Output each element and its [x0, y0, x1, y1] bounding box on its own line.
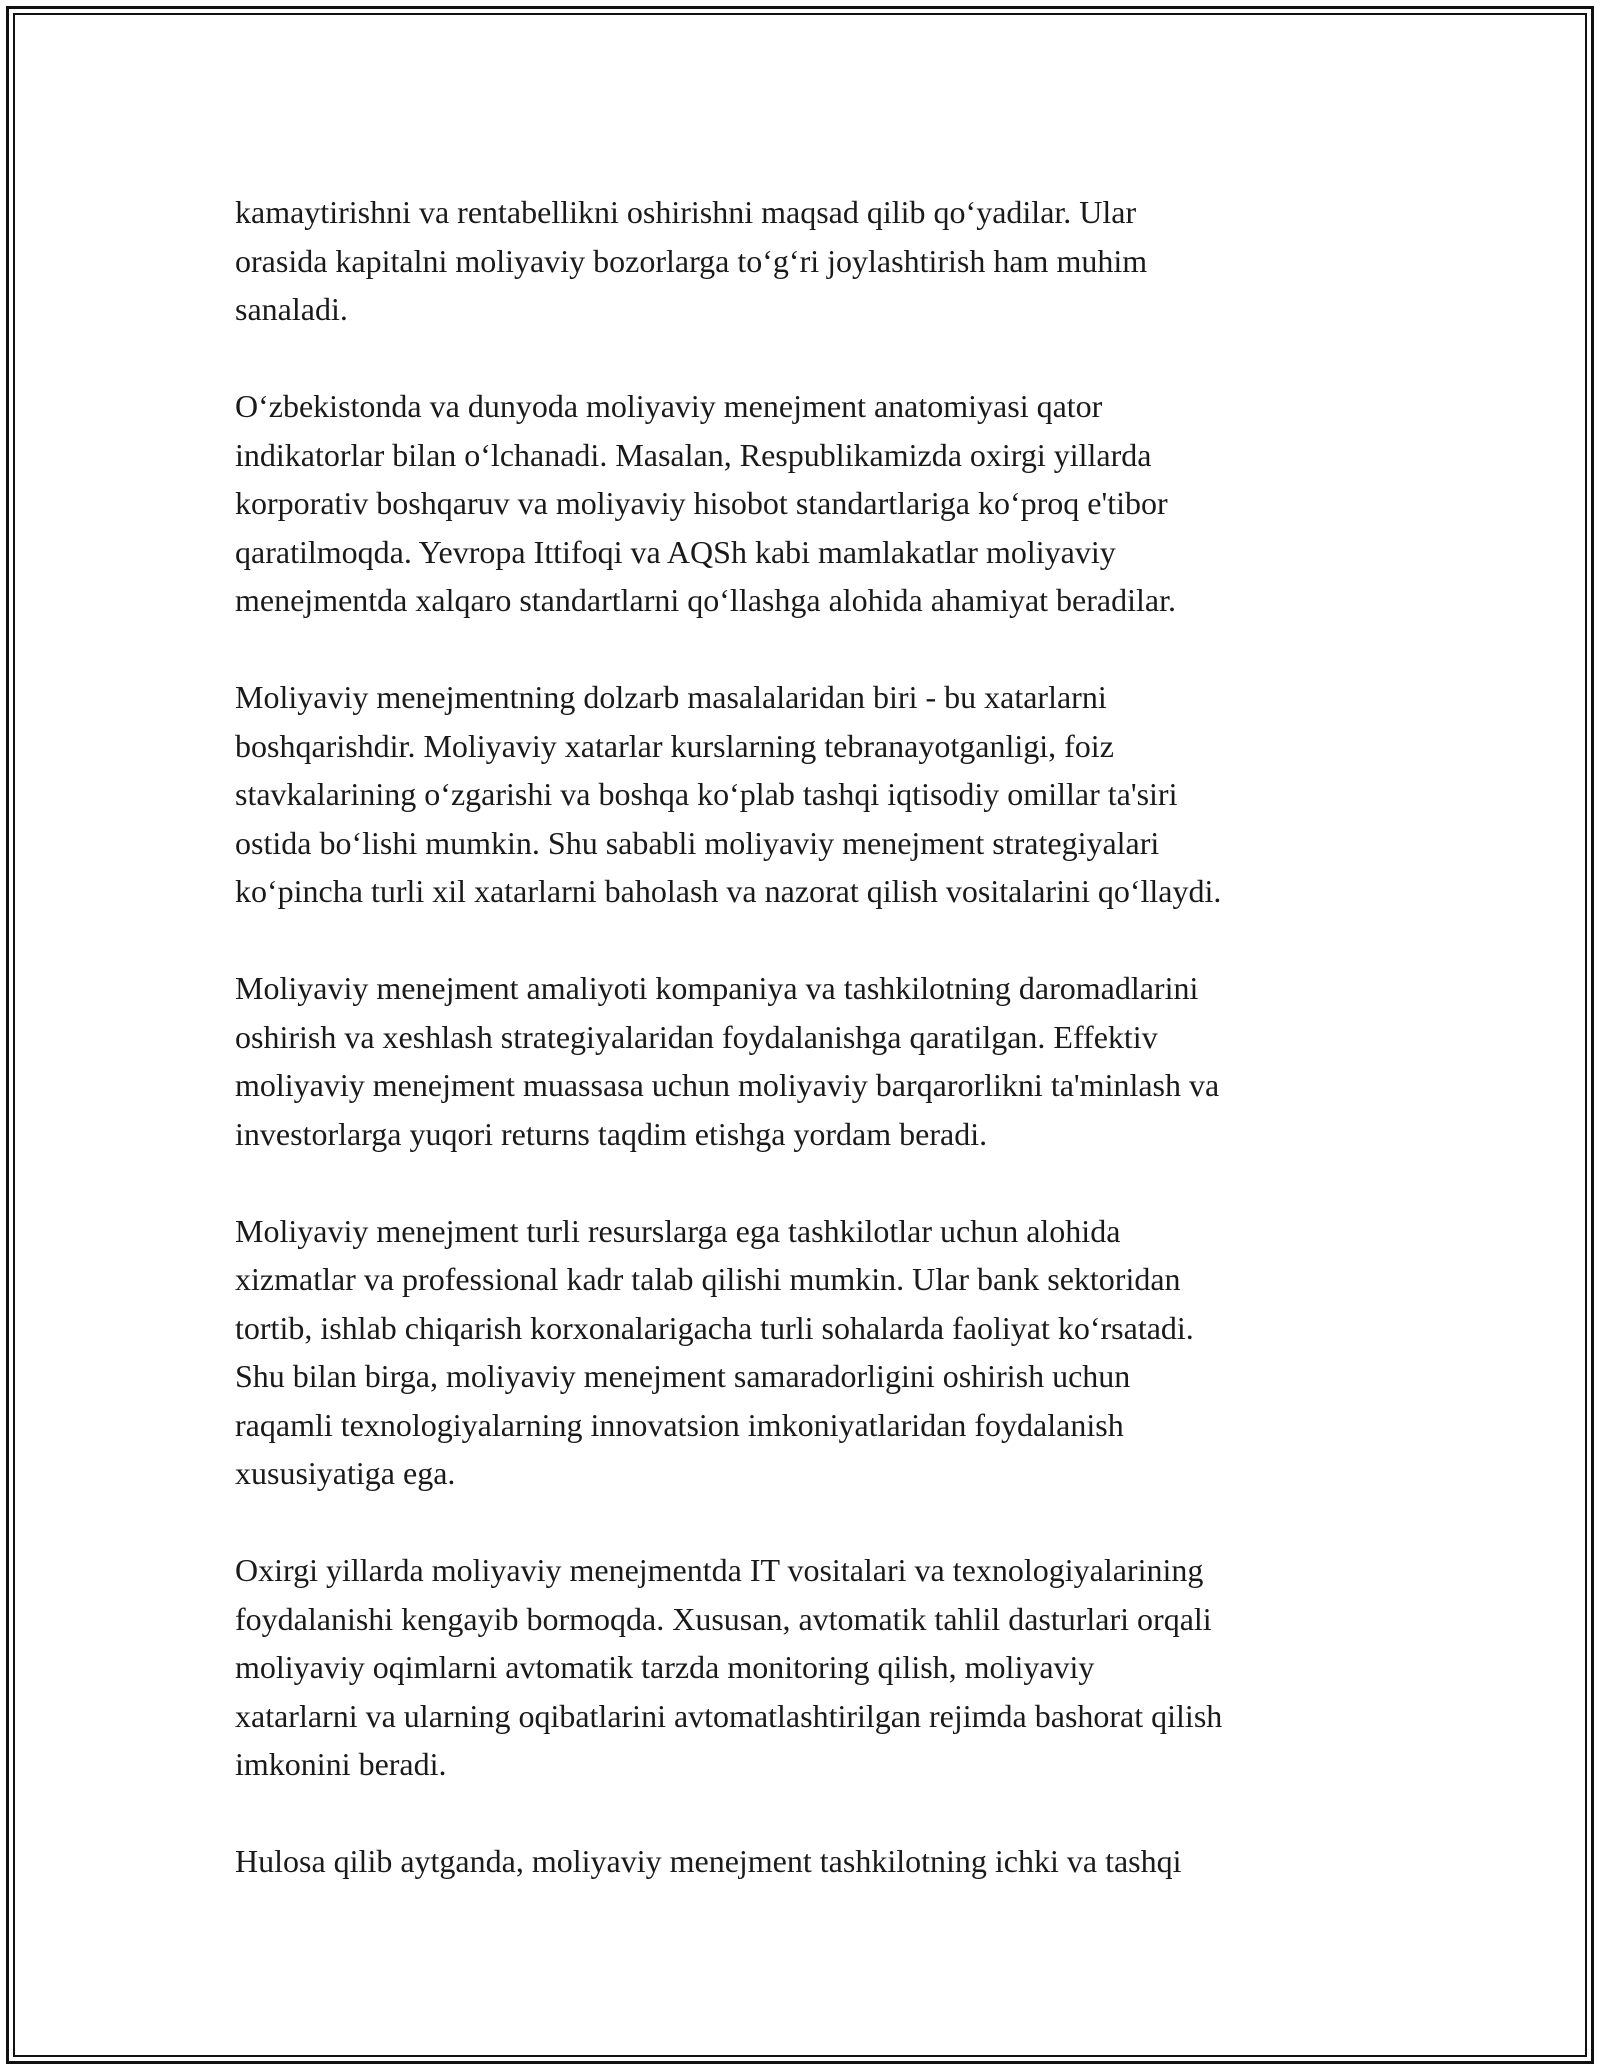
- paragraph-5: [235, 1207, 1395, 1498]
- text-line: stavkalarining o‘zgarishi va boshqa ko‘plab tashqi iqtisodiy omillar ta'siri: [235, 776, 1178, 812]
- text-line: boshqarishdir. Moliyaviy xatarlar kurslarning tebranayotganligi, foiz: [235, 727, 1114, 764]
- text-line: xizmatlar va professional kadr talab qilishi mumkin. Ular bank sektoridan: [235, 1261, 1181, 1297]
- text-line: xatarlarni va ularning oqibatlarini avtomatlashtirilgan rejimda bashorat qilish: [235, 1697, 1223, 1734]
- text-line: xususiyatiga ega.: [235, 1455, 456, 1491]
- paragraph-3: [235, 673, 1395, 916]
- text-line: moliyaviy oqimlarni avtomatik tarzda monitoring qilish, moliyaviy: [235, 1649, 1095, 1685]
- text-line: sanaladi.: [235, 291, 348, 327]
- text-line: Oxirgi yillarda moliyaviy menejmentda IT vositalari va texnologiyalarining: [235, 1552, 1204, 1588]
- text-line: indikatorlar bilan o‘lchanadi. Masalan, Respublikamizda oxirgi yillarda: [235, 436, 1152, 473]
- text-line: qaratilmoqda. Yevropa Ittifoqi va AQSh kabi mamlakatlar moliyaviy: [235, 533, 1116, 570]
- text-line: Hulosa qilib aytganda, moliyaviy menejment tashkilotning ichki va tashqi: [235, 1843, 1182, 1879]
- text-line: Moliyaviy menejment amaliyoti kompaniya va tashkilotning daromadlarini: [235, 970, 1199, 1006]
- text-line: ostida bo‘lishi mumkin. Shu sababli moliyaviy menejment strategiyalari: [235, 824, 1160, 861]
- text-line: tortib, ishlab chiqarish korxonalarigacha turli sohalarda faoliyat ko‘rsatadi.: [235, 1309, 1194, 1346]
- paragraph-1: [235, 188, 1395, 334]
- text-line: ko‘pincha turli xil xatarlarni baholash va nazorat qilish vositalarini qo‘llaydi.: [235, 873, 1222, 909]
- paragraph-7: [235, 1837, 1395, 1886]
- text-line: orasida kapitalni moliyaviy bozorlarga to‘g‘ri joylashtirish ham muhim: [235, 242, 1148, 279]
- paragraph-6: [235, 1546, 1395, 1789]
- paragraph-2: [235, 382, 1395, 625]
- text-line: O‘zbekistonda va dunyoda moliyaviy menejment anatomiyasi qator: [235, 388, 1103, 424]
- text-line: menejmentda xalqaro standartlarni qo‘llashga alohida ahamiyat beradilar.: [235, 582, 1176, 618]
- text-line: imkonini beradi.: [235, 1746, 447, 1782]
- text-line: kamaytirishni va rentabellikni oshirishni maqsad qilib qo‘yadilar. Ular: [235, 194, 1137, 230]
- document-body: [235, 188, 1395, 1934]
- text-line: moliyaviy menejment muassasa uchun moliyaviy barqarorlikni ta'minlash va: [235, 1067, 1220, 1103]
- text-line: korporativ boshqaruv va moliyaviy hisobot standartlariga ko‘proq e'tibor: [235, 485, 1168, 521]
- text-line: Shu bilan birga, moliyaviy menejment samaradorligini oshirish uchun: [235, 1358, 1131, 1394]
- text-line: investorlarga yuqori returns taqdim etishga yordam beradi.: [235, 1115, 988, 1152]
- text-line: Moliyaviy menejmentning dolzarb masalalaridan biri - bu xatarlarni: [235, 679, 1107, 715]
- text-line: oshirish va xeshlash strategiyalaridan foydalanishga qaratilgan. Effektiv: [235, 1018, 1158, 1055]
- text-line: foydalanishi kengayib bormoqda. Xususan, avtomatik tahlil dasturlari orqali: [235, 1600, 1212, 1637]
- paragraph-4: [235, 964, 1395, 1158]
- text-line: Moliyaviy menejment turli resurslarga ega tashkilotlar uchun alohida: [235, 1212, 1121, 1249]
- text-line: raqamli texnologiyalarning innovatsion imkoniyatlaridan foydalanish: [235, 1406, 1124, 1443]
